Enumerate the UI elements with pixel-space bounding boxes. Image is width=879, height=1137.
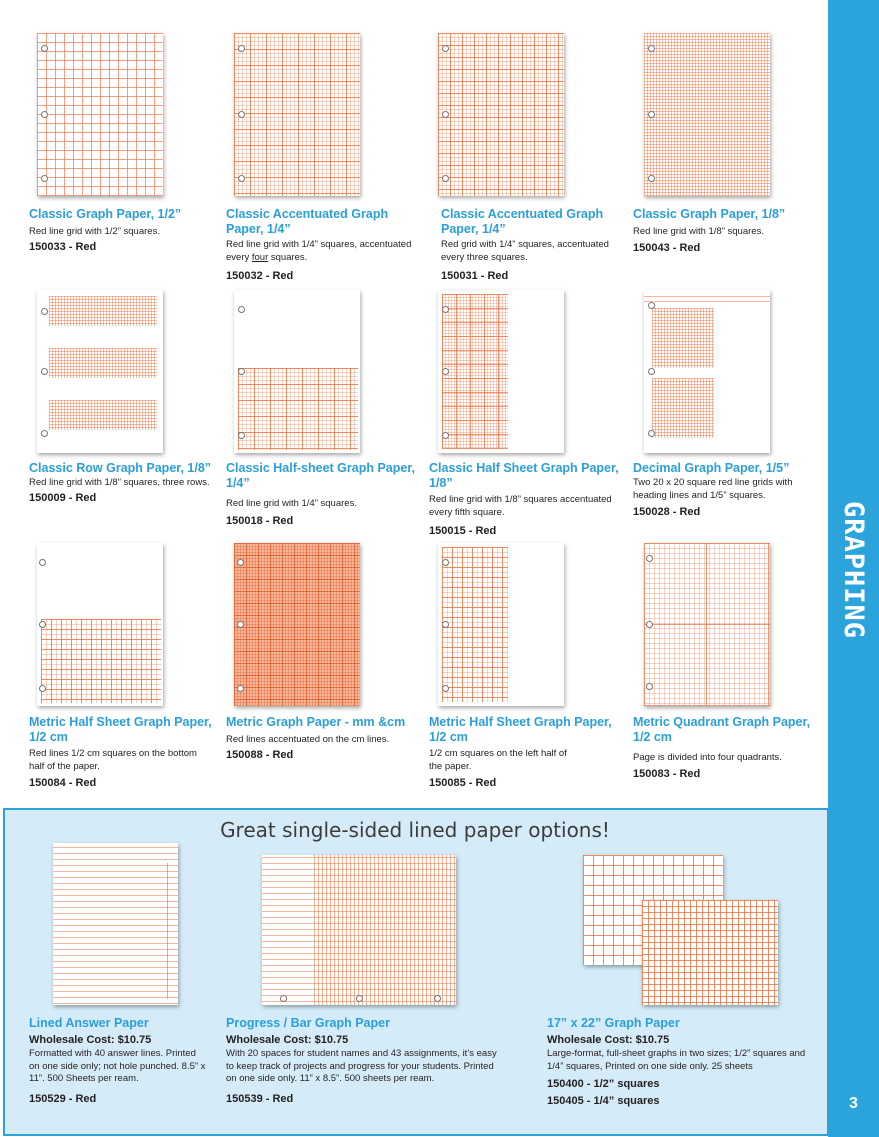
product-image-150085 — [438, 543, 564, 706]
product-image-150033 — [37, 33, 163, 196]
product-code: 150085 - Red — [429, 777, 497, 789]
product-image-150083 — [644, 543, 770, 706]
promo-code: 150539 - Red — [226, 1093, 294, 1105]
product-image-150009 — [37, 290, 163, 453]
promo-desc: Large-format, full-sheet graphs in two sizes; 1/2” squares and 1/4” squares, Printed on one side only. 25 sheets — [547, 1048, 806, 1072]
product-desc: Red lines 1/2 cm squares on the bottom half of the paper. — [29, 748, 197, 772]
product-code: 150088 - Red — [226, 749, 294, 761]
product-title: Classic Half Sheet Graph Paper, 1/8” — [429, 461, 619, 490]
product-title: Classic Graph Paper, 1/8” — [633, 207, 786, 221]
promo-title: Progress / Bar Graph Paper — [226, 1016, 390, 1030]
promo-heading: Great single-sided lined paper options! — [220, 818, 610, 842]
product-desc: Two 20 x 20 square red line grids with heading lines and 1/5” squares. — [633, 477, 793, 501]
promo-cost: Wholesale Cost: $10.75 — [226, 1034, 349, 1046]
product-image-150031 — [438, 33, 564, 196]
product-image-150405 — [642, 900, 778, 1005]
product-desc: Red line grid with 1/8” squares, three rows. — [29, 477, 210, 488]
product-desc: Red line grid with 1/8” squares. — [633, 226, 764, 237]
product-desc: Red line grid with 1/8” squares accentuated every fifth square. — [429, 494, 612, 518]
product-image-150043 — [644, 33, 770, 196]
product-code: 150032 - Red — [226, 270, 294, 282]
product-code: 150031 - Red — [441, 270, 509, 282]
product-image-150015 — [438, 290, 564, 453]
product-image-150084 — [37, 543, 163, 706]
product-image-150028 — [644, 290, 770, 453]
product-desc: 1/2 cm squares on the left half of the paper. — [429, 748, 567, 772]
product-title: Classic Row Graph Paper, 1/8” — [29, 461, 212, 475]
product-image-150529 — [53, 843, 178, 1005]
product-code: 150015 - Red — [429, 525, 497, 537]
product-title: Classic Graph Paper, 1/2” — [29, 207, 182, 221]
promo-title: Lined Answer Paper — [29, 1016, 149, 1030]
product-desc: Red lines accentuated on the cm lines. — [226, 734, 390, 745]
promo-desc: Formatted with 40 answer lines. Printed on one side only; not hole punched. 8.5” x 11”. 500 Sheets per ream. — [29, 1048, 206, 1084]
product-image-150018 — [234, 290, 360, 453]
product-code: 150028 - Red — [633, 506, 701, 518]
promo-title: 17” x 22” Graph Paper — [547, 1016, 680, 1030]
product-title: Classic Half-sheet Graph Paper, 1/4” — [226, 461, 415, 490]
product-title: Metric Half Sheet Graph Paper, 1/2 cm — [429, 715, 612, 744]
promo-desc: With 20 spaces for student names and 43 assignments, it’s easy to keep track of projects and progress for your students. Printed on one side only. 11” x 8.5”. 500 sheets per ream. — [226, 1048, 497, 1084]
product-title: Decimal Graph Paper, 1/5” — [633, 461, 790, 475]
product-title: Metric Quadrant Graph Paper, 1/2 cm — [633, 715, 811, 744]
promo-cost: Wholesale Cost: $10.75 — [547, 1034, 670, 1046]
promo-cost: Wholesale Cost: $10.75 — [29, 1034, 152, 1046]
product-image-150539 — [262, 855, 456, 1005]
promo-code: 150400 - 1/2” squares — [547, 1078, 660, 1090]
product-code: 150084 - Red — [29, 777, 97, 789]
product-image-150088 — [234, 543, 360, 706]
product-desc: Red line grid with 1/4” squares. — [226, 498, 357, 509]
product-title: Metric Graph Paper - mm &cm — [226, 715, 406, 729]
product-title: Classic Accentuated Graph Paper, 1/4” — [441, 207, 604, 236]
product-desc: Page is divided into four quadrants. — [633, 752, 782, 763]
product-title: Metric Half Sheet Graph Paper, 1/2 cm — [29, 715, 212, 744]
product-code: 150033 - Red — [29, 241, 97, 253]
page-number: 3 — [849, 1095, 858, 1112]
promo-code: 150405 - 1/4” squares — [547, 1095, 660, 1107]
section-label: GRAPHING — [838, 500, 869, 640]
product-desc: Red line grid with 1/2” squares. — [29, 226, 160, 237]
product-code: 150018 - Red — [226, 515, 294, 527]
product-code: 150009 - Red — [29, 492, 97, 504]
promo-code: 150529 - Red — [29, 1093, 97, 1105]
product-image-150032 — [234, 33, 360, 196]
product-code: 150043 - Red — [633, 242, 701, 254]
product-desc: Red grid with 1/4” squares, accentuated every three squares. — [441, 239, 609, 263]
product-code: 150083 - Red — [633, 768, 701, 780]
product-title: Classic Accentuated Graph Paper, 1/4” — [226, 207, 389, 236]
product-desc: Red line grid with 1/4” squares, accentuated every four squares. — [226, 239, 412, 263]
